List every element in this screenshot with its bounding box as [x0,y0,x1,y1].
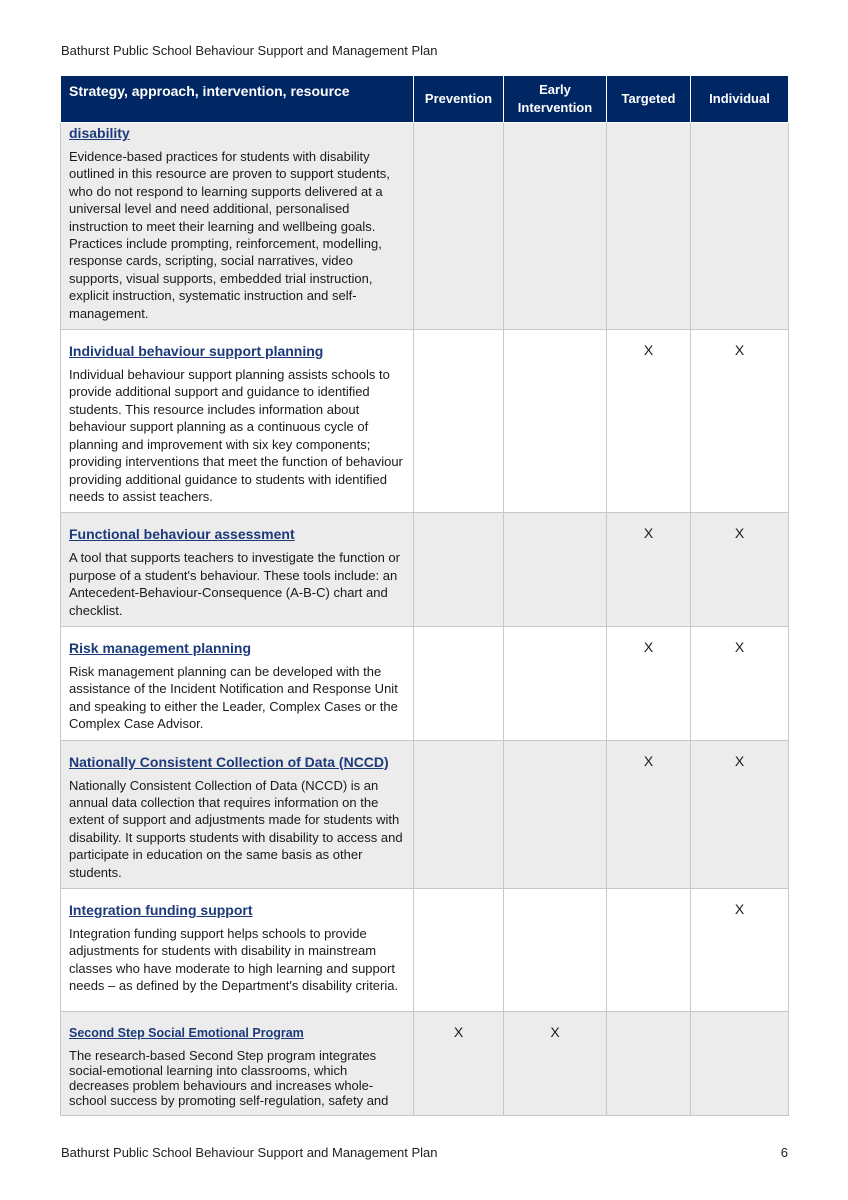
strategy-cell [61,740,414,888]
strategy-link[interactable]: Nationally Consistent Collection of Data (NCCD) [69,753,389,770]
targeted-cell [607,889,691,1012]
table-row [61,1012,789,1116]
prevention-cell [414,740,504,888]
individual-cell: X [691,889,789,1012]
individual-cell: X [691,740,789,888]
prevention-cell [414,889,504,1012]
targeted-cell [607,1012,691,1116]
strategy-description: Individual behaviour support planning assists schools to provide additional support and guidance to identified students. This resource includes information about behaviour support planning as a continuous cycle of planning and improvement with six key components; providing interventions that meet the function of behaviour providing additional guidance to students with identified needs to assist teachers. [69,367,403,504]
page-number: 6 [780,1145,788,1160]
strategy-table [60,75,789,1116]
table-row [61,330,789,513]
column-header-targeted: Targeted [607,76,691,123]
early-intervention-cell [504,740,607,888]
strategy-cell [61,626,414,740]
targeted-cell [607,123,691,330]
table-row [61,123,789,330]
individual-cell: X [691,626,789,740]
early-intervention-cell [504,330,607,513]
table-row [61,626,789,740]
early-intervention-cell [504,513,607,627]
strategy-link[interactable]: Individual behaviour support planning [69,343,324,360]
individual-cell: X [691,513,789,627]
table-row [61,513,789,627]
early-intervention-cell [504,889,607,1012]
running-header: Bathurst Public School Behaviour Support and Management Plan [61,43,438,58]
strategy-link[interactable]: Functional behaviour assessment [69,526,295,543]
targeted-cell: X [607,513,691,627]
prevention-cell [414,626,504,740]
strategy-cell [61,330,414,513]
prevention-cell [414,513,504,627]
strategy-description: Evidence-based practices for students with disability outlined in this resource are proven to support students, who do not respond to learning supports delivered at a universal level and need additional, personalised instruction to meet their learning and wellbeing goals. Practices include prompting, reinforcement, modelling, response cards, scripting, social narratives, video supports, visual supports, embedded trial instruction, explicit instruction, systematic instruction and self-management. [69,149,390,321]
strategy-description: A tool that supports teachers to investigate the function or purpose of a student's behaviour. These tools include: an Antecedent-Behaviour-Consequence (A-B-C) chart and checklist. [69,550,400,618]
strategy-cell [61,513,414,627]
strategy-cell [61,123,414,330]
strategy-link[interactable]: Integration funding support [69,902,253,918]
table-row [61,889,789,1012]
strategy-description: Nationally Consistent Collection of Data (NCCD) is an annual data collection that requires information on the extent of support and adjustments made for students with disability. It supports students with disability to access and participate in education on the same basis as other students. [69,777,403,880]
column-header-individual: Individual [691,76,789,123]
strategy-link[interactable]: Second Step Social Emotional Program [69,1026,304,1040]
running-footer: Bathurst Public School Behaviour Support and Management Plan [61,1145,438,1160]
early-intervention-cell [504,123,607,330]
column-header-prevention: Prevention [414,76,504,123]
prevention-cell [414,123,504,330]
strategy-description: Integration funding support helps schools to provide adjustments for students with disability in mainstream classes who have moderate to high learning and support needs – as defined by the Department's disability criteria. [69,926,399,994]
strategy-cell [61,1012,414,1116]
table-row [61,740,789,888]
strategy-description: The research-based Second Step program integrates social-emotional learning into classrooms, which decreases problem behaviours and increases whole-school success by promoting self-regulation, safety and [69,1048,389,1108]
targeted-cell: X [607,740,691,888]
column-header-early-intervention: Early Intervention [504,76,607,123]
column-header-strategy: Strategy, approach, intervention, resource [61,76,414,123]
strategy-link[interactable]: disability [69,125,130,141]
table-header-row [61,76,789,123]
targeted-cell: X [607,626,691,740]
prevention-cell [414,330,504,513]
early-intervention-cell: X [504,1012,607,1116]
strategy-description: Risk management planning can be developed with the assistance of the Incident Notification and Response Unit and speaking to either the Leader, Complex Cases or the Complex Case Advisor. [69,663,398,732]
prevention-cell: X [414,1012,504,1116]
strategy-link[interactable]: Risk management planning [69,639,252,656]
early-intervention-cell [504,626,607,740]
individual-cell [691,1012,789,1116]
targeted-cell: X [607,330,691,513]
individual-cell [691,123,789,330]
strategy-cell [61,889,414,1012]
individual-cell: X [691,330,789,513]
